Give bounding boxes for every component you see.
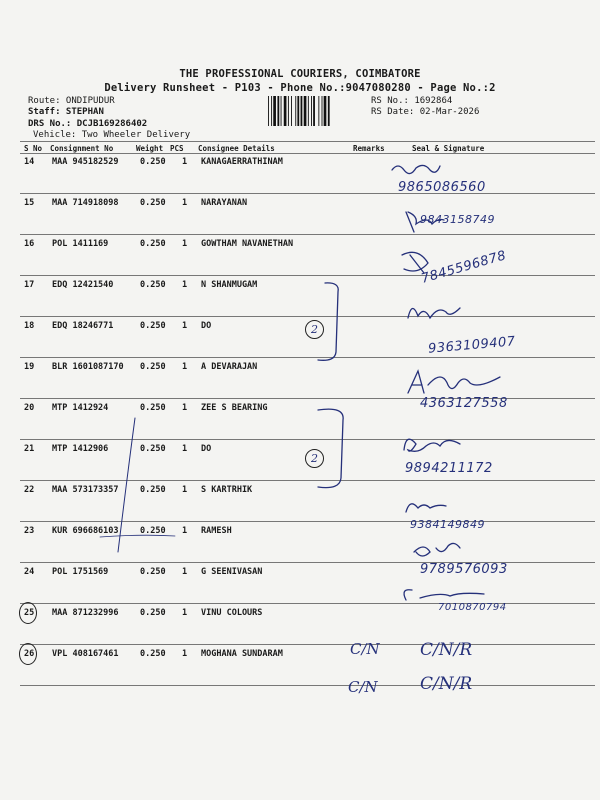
cell-consignee: G SEENIVASAN <box>201 567 263 577</box>
cell-weight: 0.250 <box>140 280 166 290</box>
rs-date: RS Date: 02-Mar-2026 <box>371 107 480 117</box>
cell-consignee: GOWTHAM NAVANETHAN <box>201 239 294 249</box>
row-divider <box>20 275 595 276</box>
row-divider <box>20 439 595 440</box>
cell-consignee: DO <box>201 444 212 454</box>
cell-sno: 22 <box>24 485 35 495</box>
cell-consignee: S KARTRHIK <box>201 485 253 495</box>
row-divider <box>20 234 595 235</box>
cell-consignee: N SHANMUGAM <box>201 280 258 290</box>
group-mark-2: 2 <box>305 449 324 468</box>
cell-weight: 0.250 <box>140 362 166 372</box>
signature-19 <box>408 371 500 393</box>
handwritten-phone-19: 4363127558 <box>420 396 508 411</box>
handwritten-phone-22: 9384149849 <box>410 518 485 531</box>
cell-consignment: VPL 408167461 <box>52 649 119 659</box>
cell-sno: 15 <box>24 198 35 208</box>
row-divider <box>20 685 595 686</box>
cell-sno: 23 <box>24 526 35 536</box>
cell-weight: 0.250 <box>140 567 166 577</box>
cell-weight: 0.250 <box>140 198 166 208</box>
cell-consignment: MAA 871232996 <box>52 608 119 618</box>
remark-26: C/N <box>348 678 378 696</box>
circled-row-mark <box>19 602 37 624</box>
cell-weight: 0.250 <box>140 321 166 331</box>
row-divider <box>20 603 595 604</box>
cell-pcs: 1 <box>182 485 188 495</box>
cell-consignment: POL 1411169 <box>52 239 109 249</box>
handwritten-phone-14: 9865086560 <box>398 180 486 195</box>
rs-number: RS No.: 1692864 <box>371 96 453 106</box>
cell-weight: 0.250 <box>140 649 166 659</box>
seal-26: C/N/R <box>420 674 473 694</box>
handwritten-phone-23: 9789576093 <box>420 562 508 577</box>
remark-25: C/N <box>350 640 380 658</box>
cell-pcs: 1 <box>182 567 188 577</box>
cell-consignee: MOGHANA SUNDARAM <box>201 649 283 659</box>
seal-25: C/N/R <box>420 640 473 660</box>
cell-pcs: 1 <box>182 362 188 372</box>
cell-consignment: EDQ 12421540 <box>52 280 114 290</box>
signature-21 <box>404 439 460 451</box>
handwritten-phone-15: 9843158749 <box>420 213 495 226</box>
header-rule-bottom <box>20 153 595 154</box>
signature-14 <box>392 165 440 173</box>
cell-weight: 0.250 <box>140 157 166 167</box>
col-weight: Weight <box>136 144 164 153</box>
cell-pcs: 1 <box>182 526 188 536</box>
bracket-mark-2 <box>318 409 343 487</box>
cell-weight: 0.250 <box>140 485 166 495</box>
cell-consignment: POL 1751569 <box>52 567 109 577</box>
group-mark-1: 2 <box>305 320 324 339</box>
company-title: THE PROFESSIONAL COURIERS, COIMBATORE <box>179 68 421 80</box>
handwritten-phone-18: 9363109407 <box>427 334 517 357</box>
col-consignee: Consignee Details <box>198 144 275 153</box>
route-text: Route: ONDIPUDUR <box>28 96 115 106</box>
signature-24 <box>404 590 484 600</box>
row-divider <box>20 644 595 645</box>
col-pcs: PCS <box>170 144 184 153</box>
cell-pcs: 1 <box>182 280 188 290</box>
row-divider <box>20 521 595 522</box>
cell-weight: 0.250 <box>140 403 166 413</box>
circled-row-mark <box>19 643 37 665</box>
cell-pcs: 1 <box>182 608 188 618</box>
handwritten-phone-16: 7845596878 <box>419 248 509 287</box>
cell-consignment: MTP 1412906 <box>52 444 109 454</box>
cell-sno: 14 <box>24 157 35 167</box>
cell-consignee: NARAYANAN <box>201 198 248 208</box>
cell-pcs: 1 <box>182 403 188 413</box>
row-divider <box>20 562 595 563</box>
header-rule-top <box>20 141 595 142</box>
row-divider <box>20 316 595 317</box>
cell-consignee: ZEE S BEARING <box>201 403 268 413</box>
col-consignment: Consignment No <box>50 144 114 153</box>
cell-pcs: 1 <box>182 321 188 331</box>
cell-consignee: RAMESH <box>201 526 232 536</box>
row-divider <box>20 357 595 358</box>
cell-sno: 20 <box>24 403 35 413</box>
drs-number: DRS No.: DCJB169286402 <box>28 119 148 129</box>
barcode-image <box>268 96 368 126</box>
runsheet-subtitle: Delivery Runsheet - P103 - Phone No.:9047080280 - Page No.:2 <box>104 82 496 94</box>
row-divider <box>20 398 595 399</box>
cell-consignee: A DEVARAJAN <box>201 362 258 372</box>
cell-sno: 18 <box>24 321 35 331</box>
signature-23 <box>414 543 460 556</box>
row-divider <box>20 193 595 194</box>
cell-pcs: 1 <box>182 649 188 659</box>
cell-consignee: KANAGAERRATHINAM <box>201 157 283 167</box>
staff-text: Staff: STEPHAN <box>28 107 104 117</box>
vehicle-text: Vehicle: Two Wheeler Delivery <box>33 130 191 140</box>
cell-sno: 26 <box>24 649 35 659</box>
cell-consignment: MAA 714918098 <box>52 198 119 208</box>
cell-sno: 24 <box>24 567 35 577</box>
cell-weight: 0.250 <box>140 608 166 618</box>
col-seal: Seal & Signature <box>412 144 485 153</box>
col-sno: S No <box>24 144 43 153</box>
cell-sno: 17 <box>24 280 35 290</box>
cell-weight: 0.250 <box>140 444 166 454</box>
handwritten-phone-21: 9894211172 <box>405 461 493 476</box>
cell-consignment: MAA 573173357 <box>52 485 119 495</box>
cell-consignee: DO <box>201 321 212 331</box>
cell-consignee: VINU COLOURS <box>201 608 263 618</box>
cell-pcs: 1 <box>182 198 188 208</box>
cell-consignment: MAA 945182529 <box>52 157 119 167</box>
cell-sno: 25 <box>24 608 35 618</box>
cell-consignment: BLR 1601087170 <box>52 362 124 372</box>
cell-weight: 0.250 <box>140 239 166 249</box>
row-divider <box>20 480 595 481</box>
signature-22 <box>406 504 446 512</box>
cell-consignment: EDQ 18246771 <box>52 321 114 331</box>
cell-sno: 16 <box>24 239 35 249</box>
cell-consignment: KUR 696686103 <box>52 526 119 536</box>
col-remarks: Remarks <box>353 144 385 153</box>
cell-sno: 19 <box>24 362 35 372</box>
cell-weight: 0.250 <box>140 526 166 536</box>
cell-pcs: 1 <box>182 444 188 454</box>
cell-consignment: MTP 1412924 <box>52 403 109 413</box>
cell-pcs: 1 <box>182 157 188 167</box>
handwritten-phone-24: 7010870794 <box>438 602 507 613</box>
cell-sno: 21 <box>24 444 35 454</box>
cell-pcs: 1 <box>182 239 188 249</box>
